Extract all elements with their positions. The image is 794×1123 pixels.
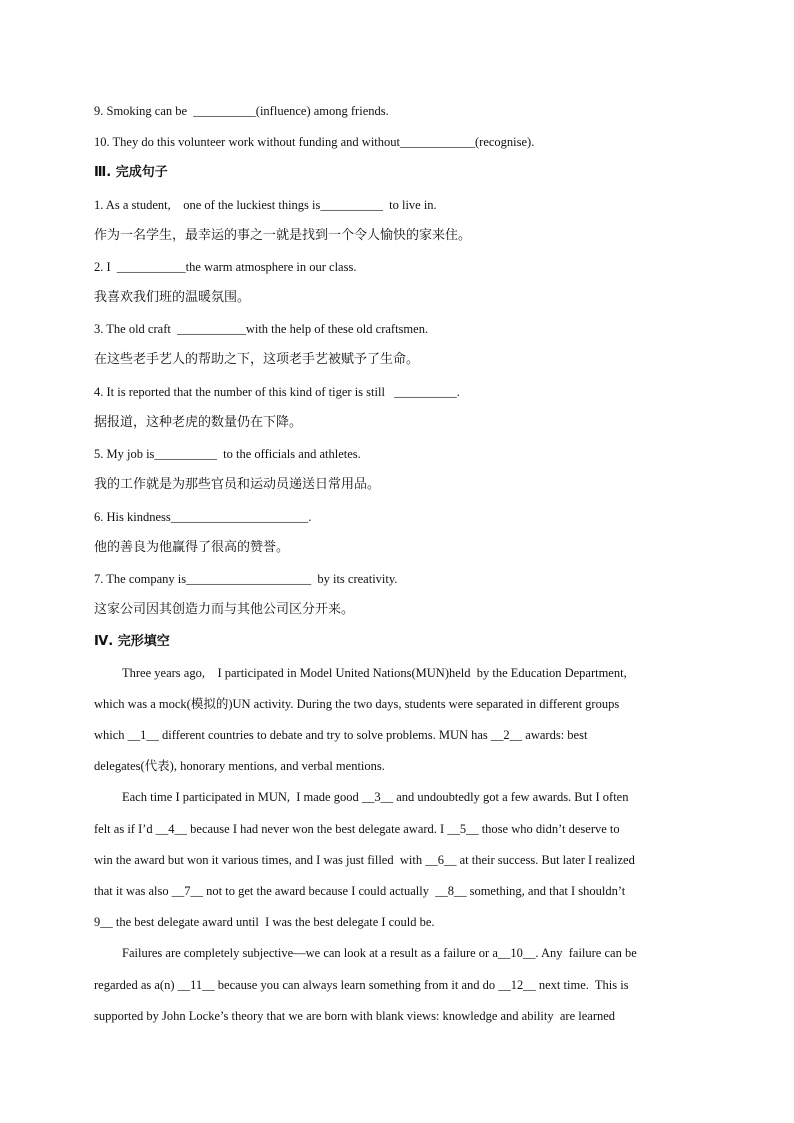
sentence-item-2: 2. I ___________the warm atmosphere in our class.	[94, 260, 357, 274]
sentence-translation-4: 据报道，这种老虎的数量仍在下降。	[94, 415, 303, 430]
cloze-paragraph-line: supported by John Locke’s theory that we are born with blank views: knowledge and ability are learned	[94, 1009, 616, 1023]
cloze-paragraph-line: which was a mock(模拟的)UN activity. During the two days, students were separated in different groups	[94, 697, 620, 711]
section-heading-3: Ⅲ. 完成句子	[94, 165, 168, 180]
sentence-translation-5: 我的工作就是为那些官员和运动员递送日常用品。	[94, 477, 381, 492]
sentence-translation-3: 在这些老手艺人的帮助之下，这项老手艺被赋予了生命。	[94, 352, 420, 367]
cloze-paragraph-line: win the award but won it various times, and I was just filled with __6__ at their success. But later I realized	[94, 853, 635, 867]
cloze-paragraph-line: that it was also __7__ not to get the award because I could actually __8__ something, and that I shouldn’t	[94, 884, 626, 898]
sentence-item-7: 7. The company is____________________ by its creativity.	[94, 572, 398, 586]
sentence-item-4: 4. It is reported that the number of this kind of tiger is still __________.	[94, 385, 460, 399]
cloze-paragraph-line: Each time I participated in MUN, I made good __3__ and undoubtedly got a few awards. But I often	[122, 790, 629, 804]
sentence-item-5: 5. My job is__________ to the officials and athletes.	[94, 447, 361, 461]
cloze-paragraph-line: 9__ the best delegate award until I was the best delegate I could be.	[94, 915, 435, 929]
sentence-translation-6: 他的善良为他赢得了很高的赞誉。	[94, 540, 290, 555]
exercise-item-9: 9. Smoking can be __________(influence) among friends.	[94, 104, 389, 118]
sentence-item-1: 1. As a student, one of the luckiest things is__________ to live in.	[94, 198, 437, 212]
sentence-item-6: 6. His kindness______________________.	[94, 510, 312, 524]
cloze-paragraph-line: delegates(代表), honorary mentions, and verbal mentions.	[94, 759, 385, 773]
cloze-paragraph-line: which __1__ different countries to debate and try to solve problems. MUN has __2__ awards: best	[94, 728, 588, 742]
cloze-paragraph-line: Three years ago, I participated in Model United Nations(MUN)held by the Education Department,	[122, 666, 627, 680]
section-heading-4: Ⅳ. 完形填空	[94, 634, 170, 649]
sentence-translation-7: 这家公司因其创造力而与其他公司区分开来。	[94, 602, 355, 617]
cloze-paragraph-line: felt as if I’d __4__ because I had never won the best delegate award. I __5__ those who didn’t deserve to	[94, 822, 620, 836]
cloze-paragraph-line: regarded as a(n) __11__ because you can always learn something from it and do __12__ next time. This is	[94, 978, 629, 992]
sentence-translation-2: 我喜欢我们班的温暖氛围。	[94, 290, 251, 305]
exercise-item-10: 10. They do this volunteer work without funding and without____________(recognise).	[94, 135, 535, 149]
sentence-translation-1: 作为一名学生，最幸运的事之一就是找到一个令人愉快的家来住。	[94, 228, 472, 243]
sentence-item-3: 3. The old craft ___________with the help of these old craftsmen.	[94, 322, 429, 336]
cloze-paragraph-line: Failures are completely subjective—we can look at a result as a failure or a__10__. Any failure can be	[122, 946, 637, 960]
